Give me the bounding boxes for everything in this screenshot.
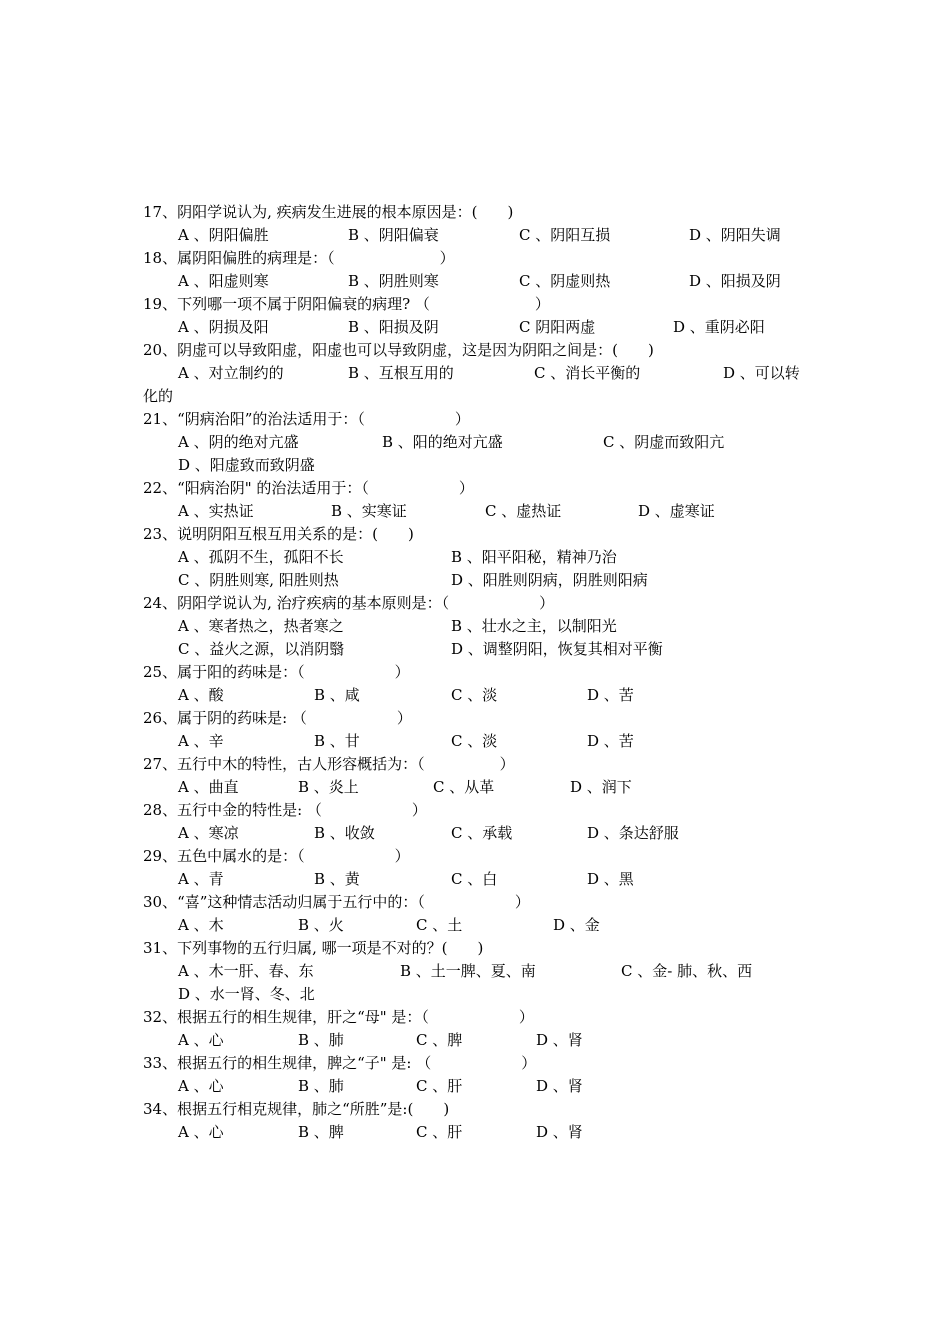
question-stem: 22、“阳病治阴" 的治法适用于：（ ） [143,479,474,497]
answer-option: B 、肺 [298,1077,344,1095]
answer-option: D 、肾 [536,1031,583,1049]
answer-option: D 、阳损及阴 [689,272,781,290]
answer-option: D 、调整阴阳，恢复其相对平衡 [451,640,663,658]
answer-option: D 、润下 [570,778,632,796]
option-row [143,1075,823,1098]
question-stem: 18、属阴阳偏胜的病理是：（ ） [143,249,455,267]
answer-option: B 、肺 [298,1031,344,1049]
question-stem: 19、下列哪一项不属于阴阳偏衰的病理? （ ） [143,295,550,313]
question-stem: 27、五行中木的特性，古人形容概括为：（ ） [143,755,515,773]
answer-option: C 、阴虚而致阳亢 [603,433,725,451]
question-stem: 31、下列事物的五行归属, 哪一项是不对的？( ) [143,939,484,957]
answer-option: D 、金 [553,916,600,934]
answer-option: A 、寒凉 [178,824,239,842]
answer-option: D 、水一肾、冬、北 [178,985,315,1003]
question-stem: 20、阴虚可以导致阳虚，阳虚也可以导致阴虚，这是因为阴阳之间是：( ) [143,341,654,359]
option-row [143,362,823,385]
answer-option: D 、虚寒证 [638,502,715,520]
answer-option: C 、阴胜则寒, 阳胜则热 [178,571,339,589]
option-row [143,431,823,454]
answer-option: B 、阳平阳秘，精神乃治 [451,548,617,566]
answer-option: A 、阴损及阳 [178,318,269,336]
question-stem: 21、“阴病治阳”的治法适用于：（ ） [143,410,470,428]
question-stem: 17、阴阳学说认为, 疾病发生进展的根本原因是：( ) [143,203,514,221]
option-row [143,1029,823,1052]
answer-option: A 、青 [178,870,224,888]
answer-option: C 、淡 [451,732,498,750]
answer-option: B 、土一脾、夏、南 [400,962,536,980]
answer-option: D 、肾 [536,1077,583,1095]
question-stem: 23、说明阴阳互根互用关系的是：( ) [143,525,414,543]
option-row [143,224,823,247]
answer-option: B 、黄 [314,870,360,888]
option-row [143,569,823,592]
option-row [143,500,823,523]
answer-option: C 、肝 [416,1123,463,1141]
answer-option: C 、从革 [433,778,495,796]
question-stem: 34、根据五行相克规律，肺之“所胜”是:( ) [143,1100,450,1118]
option-row [143,983,823,1006]
answer-option: B 、收敛 [314,824,375,842]
option-row [143,454,823,477]
answer-option: B 、甘 [314,732,360,750]
answer-option: D 、黑 [587,870,634,888]
answer-option: C 、阴阳互损 [519,226,611,244]
answer-option: D 、重阴必阳 [673,318,765,336]
option-row [143,730,823,753]
answer-option: C 、阴虚则热 [519,272,611,290]
option-row [143,960,823,983]
answer-option: A 、孤阴不生，孤阳不长 [178,548,344,566]
question-stem: 26、属于阴的药味是: （ ） [143,709,412,727]
option-row [143,868,823,891]
answer-option: C 、益火之源，以消阴翳 [178,640,345,658]
answer-option: A 、酸 [178,686,224,704]
answer-option: D 、阳虚致而致阴盛 [178,456,315,474]
option-row [143,776,823,799]
answer-option: A 、心 [178,1077,224,1095]
answer-option: C 、金- 肺、秋、西 [621,962,753,980]
option-row [143,822,823,845]
answer-option: A 、阴阳偏胜 [178,226,269,244]
answer-option: C 、脾 [416,1031,463,1049]
answer-option: A 、心 [178,1123,224,1141]
question-stem: 33、根据五行的相生规律，脾之“子" 是: （ ） [143,1054,537,1072]
option-row [143,270,823,293]
answer-option: D 、阴阳失调 [689,226,781,244]
answer-option: B 、实寒证 [331,502,407,520]
answer-option: C 、土 [416,916,463,934]
answer-option: C 、白 [451,870,498,888]
answer-option: A 、曲直 [178,778,239,796]
option-row [143,638,823,661]
answer-option: C 、虚热证 [485,502,562,520]
answer-option: A 、寒者热之，热者寒之 [178,617,344,635]
question-stem: 30、“喜”这种情志活动归属于五行中的：（ ） [143,893,530,911]
answer-option: A 、对立制约的 [178,364,284,382]
answer-option: C 阴阳两虚 [519,318,596,336]
option-row [143,1121,823,1144]
option-row [143,546,823,569]
answer-option: D 、肾 [536,1123,583,1141]
question-stem: 32、根据五行的相生规律，肝之“母" 是：（ ） [143,1008,534,1026]
answer-option: B 、互根互用的 [348,364,454,382]
answer-option: A 、实热证 [178,502,254,520]
answer-option: B 、咸 [314,686,360,704]
answer-option: A 、心 [178,1031,224,1049]
answer-option: B 、阳的绝对亢盛 [382,433,503,451]
question-stem: 24、阴阳学说认为, 治疗疾病的基本原则是：（ ） [143,594,555,612]
answer-option: A 、辛 [178,732,224,750]
answer-option: A 、木一肝、春、东 [178,962,314,980]
answer-option: A 、木 [178,916,224,934]
answer-option: C 、肝 [416,1077,463,1095]
answer-option: C 、淡 [451,686,498,704]
answer-option: B 、火 [298,916,344,934]
question-stem: 25、属于阳的药味是：（ ） [143,663,410,681]
answer-option: B 、壮水之主，以制阳光 [451,617,617,635]
question-list [143,201,823,1144]
option-continuation: 化的 [143,387,174,405]
question-stem: 28、五行中金的特性是: （ ） [143,801,427,819]
option-row [143,684,823,707]
answer-option: B 、阳损及阴 [348,318,439,336]
answer-option: D 、苦 [587,686,634,704]
answer-option: D 、阳胜则阴病，阴胜则阳病 [451,571,648,589]
option-row [143,615,823,638]
answer-option: A 、阳虚则寒 [178,272,269,290]
answer-option: B 、脾 [298,1123,344,1141]
answer-option: B 、阴阳偏衰 [348,226,439,244]
option-row [143,914,823,937]
option-row [143,316,823,339]
answer-option: D 、条达舒服 [587,824,679,842]
answer-option: D 、苦 [587,732,634,750]
answer-option: C 、承载 [451,824,513,842]
question-stem: 29、五色中属水的是：（ ） [143,847,410,865]
answer-option: C 、消长平衡的 [534,364,641,382]
answer-option: B 、炎上 [298,778,359,796]
answer-option: A 、阴的绝对亢盛 [178,433,299,451]
answer-option: B 、阴胜则寒 [348,272,439,290]
answer-option: D 、可以转 [723,364,800,382]
